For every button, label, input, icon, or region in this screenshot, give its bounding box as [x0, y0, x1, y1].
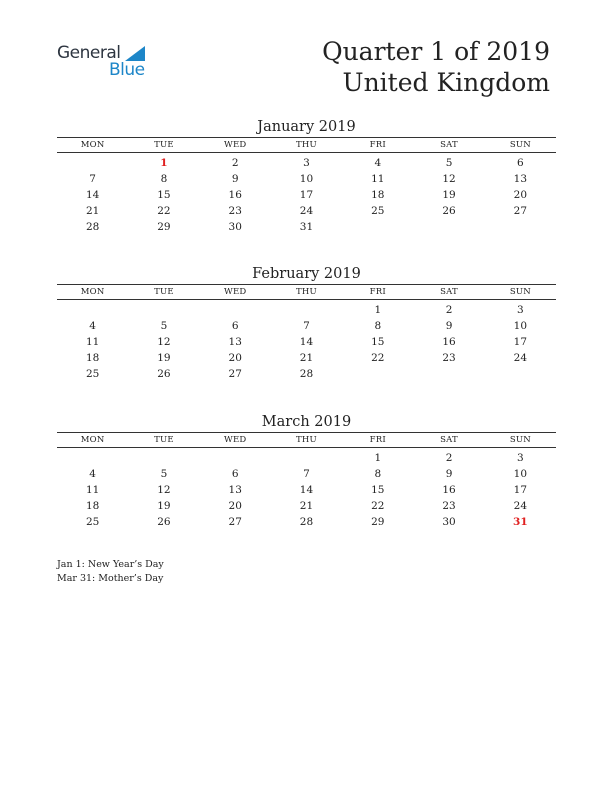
- month-january: [57, 117, 556, 235]
- empty-day-cell: [128, 450, 199, 466]
- weekday-label: WED: [224, 435, 247, 445]
- day-cell: 21: [85, 205, 100, 217]
- day-cell: 11: [85, 336, 100, 348]
- empty-day-cell: [413, 219, 484, 235]
- weekday-label: MON: [80, 287, 105, 297]
- weekday-label: TUE: [154, 287, 174, 297]
- day-cell: 1: [160, 157, 168, 169]
- day-cell: 13: [513, 173, 528, 185]
- day-cell: 19: [157, 352, 171, 364]
- day-cell: 29: [371, 516, 385, 528]
- day-cell: 18: [85, 500, 100, 512]
- weekday-label: THU: [296, 287, 317, 297]
- day-cell: 16: [228, 189, 242, 201]
- weekday-label: FRI: [369, 287, 386, 297]
- day-cell: 5: [445, 157, 453, 169]
- title-country: United Kingdom: [342, 68, 550, 97]
- weekday-label: WED: [224, 140, 247, 150]
- page-title: [322, 36, 550, 98]
- day-cell: 9: [445, 468, 453, 480]
- day-cell: 23: [442, 500, 456, 512]
- empty-day-cell: [342, 219, 413, 235]
- day-cell: 27: [513, 205, 528, 217]
- empty-day-cell: [485, 219, 556, 235]
- empty-day-cell: [128, 302, 199, 318]
- weekday-header: [57, 284, 556, 300]
- day-cell: 24: [299, 205, 314, 217]
- day-cell: 27: [228, 368, 242, 380]
- day-cell: 13: [228, 484, 242, 496]
- day-cell: 24: [513, 500, 528, 512]
- day-cell: 1: [374, 304, 382, 316]
- day-cell: 4: [89, 468, 96, 480]
- empty-day-cell: [413, 366, 484, 382]
- day-cell: 14: [299, 484, 314, 496]
- logo-blue-text: Blue: [109, 60, 145, 80]
- day-cell: 11: [371, 173, 385, 185]
- holiday-notes: [57, 558, 164, 586]
- day-cell: 6: [517, 157, 524, 169]
- day-cell: 19: [442, 189, 456, 201]
- day-cell: 13: [228, 336, 242, 348]
- day-cell: 15: [157, 189, 171, 201]
- title-quarter: Quarter 1 of 2019: [322, 37, 550, 66]
- day-cell: 22: [157, 205, 171, 217]
- day-cell: 17: [513, 336, 528, 348]
- empty-day-cell: [342, 366, 413, 382]
- empty-day-cell: [57, 155, 128, 171]
- day-cell: 28: [85, 221, 100, 233]
- empty-day-cell: [200, 302, 271, 318]
- day-cell: 31: [299, 221, 314, 233]
- day-cell: 20: [513, 189, 528, 201]
- day-cell: 29: [157, 221, 171, 233]
- day-cell: 4: [374, 157, 382, 169]
- day-cell: 5: [160, 468, 168, 480]
- day-cell: 15: [371, 336, 385, 348]
- day-cell: 6: [231, 320, 239, 332]
- day-cell: 30: [228, 221, 242, 233]
- day-cell: 24: [513, 352, 528, 364]
- day-cell: 28: [299, 368, 314, 380]
- day-cell: 7: [303, 468, 310, 480]
- weekday-label: SUN: [509, 435, 531, 445]
- day-cell: 9: [445, 320, 453, 332]
- day-cell: 21: [299, 352, 314, 364]
- day-cell: 3: [303, 157, 310, 169]
- day-cell: 25: [85, 516, 100, 528]
- day-cell: 28: [299, 516, 314, 528]
- day-cell: 3: [517, 452, 524, 464]
- day-cell: 14: [85, 189, 100, 201]
- weekday-header: [57, 137, 556, 153]
- month-title: January 2019: [257, 119, 356, 135]
- day-cell: 8: [374, 468, 382, 480]
- day-cell: 6: [231, 468, 239, 480]
- weekday-header: [57, 432, 556, 448]
- day-cell: 26: [157, 368, 171, 380]
- weekday-label: TUE: [154, 435, 174, 445]
- day-cell: 20: [228, 500, 242, 512]
- day-cell: 10: [513, 468, 528, 480]
- day-cell: 7: [89, 173, 96, 185]
- generalblue-logo: [57, 43, 157, 83]
- day-cell: 19: [157, 500, 171, 512]
- weekday-label: SUN: [509, 140, 531, 150]
- day-cell: 31: [513, 516, 528, 528]
- empty-day-cell: [485, 366, 556, 382]
- day-cell: 26: [157, 516, 171, 528]
- holiday-note: Jan 1: New Year’s Day: [57, 559, 164, 570]
- month-title: February 2019: [252, 266, 361, 282]
- weekday-label: THU: [296, 435, 317, 445]
- day-cell: 5: [160, 320, 168, 332]
- weekday-label: SUN: [509, 287, 531, 297]
- logo-flag-icon: [125, 46, 145, 61]
- day-cell: 4: [89, 320, 96, 332]
- day-cell: 16: [442, 336, 456, 348]
- day-cell: 23: [442, 352, 456, 364]
- day-cell: 2: [445, 304, 453, 316]
- day-cell: 1: [374, 452, 382, 464]
- day-cell: 10: [299, 173, 314, 185]
- day-cell: 25: [371, 205, 385, 217]
- day-cell: 2: [445, 452, 453, 464]
- day-cell: 16: [442, 484, 456, 496]
- day-cell: 27: [228, 516, 242, 528]
- holiday-note: Mar 31: Mother’s Day: [57, 573, 164, 584]
- day-cell: 14: [299, 336, 314, 348]
- empty-day-cell: [271, 302, 342, 318]
- day-cell: 12: [157, 336, 171, 348]
- month-march: [57, 412, 556, 530]
- empty-day-cell: [57, 302, 128, 318]
- logo-general-text: General: [57, 43, 121, 63]
- day-cell: 18: [371, 189, 385, 201]
- day-cell: 17: [513, 484, 528, 496]
- day-cell: 15: [371, 484, 385, 496]
- day-cell: 30: [442, 516, 456, 528]
- day-cell: 8: [160, 173, 168, 185]
- day-cell: 20: [228, 352, 242, 364]
- day-cell: 23: [228, 205, 242, 217]
- day-cell: 9: [231, 173, 239, 185]
- day-cell: 11: [85, 484, 100, 496]
- day-cell: 21: [299, 500, 314, 512]
- month-february: [57, 264, 556, 382]
- day-grid: [57, 450, 556, 530]
- day-cell: 3: [517, 304, 524, 316]
- day-cell: 12: [442, 173, 456, 185]
- empty-day-cell: [57, 450, 128, 466]
- day-cell: 12: [157, 484, 171, 496]
- weekday-label: WED: [224, 287, 247, 297]
- weekday-label: MON: [80, 140, 105, 150]
- weekday-label: THU: [296, 140, 317, 150]
- weekday-label: FRI: [369, 140, 386, 150]
- day-grid: [57, 155, 556, 235]
- day-cell: 18: [85, 352, 100, 364]
- day-cell: 17: [299, 189, 314, 201]
- day-cell: 25: [85, 368, 100, 380]
- day-cell: 26: [442, 205, 456, 217]
- weekday-label: FRI: [369, 435, 386, 445]
- day-grid: [57, 302, 556, 382]
- day-cell: 2: [231, 157, 239, 169]
- weekday-label: SAT: [440, 140, 458, 150]
- day-cell: 22: [371, 500, 385, 512]
- weekday-label: MON: [80, 435, 105, 445]
- month-title: March 2019: [261, 414, 352, 430]
- day-cell: 22: [371, 352, 385, 364]
- weekday-label: SAT: [440, 435, 458, 445]
- day-cell: 8: [374, 320, 382, 332]
- weekday-label: SAT: [440, 287, 458, 297]
- day-cell: 7: [303, 320, 310, 332]
- empty-day-cell: [200, 450, 271, 466]
- empty-day-cell: [271, 450, 342, 466]
- weekday-label: TUE: [154, 140, 174, 150]
- day-cell: 10: [513, 320, 528, 332]
